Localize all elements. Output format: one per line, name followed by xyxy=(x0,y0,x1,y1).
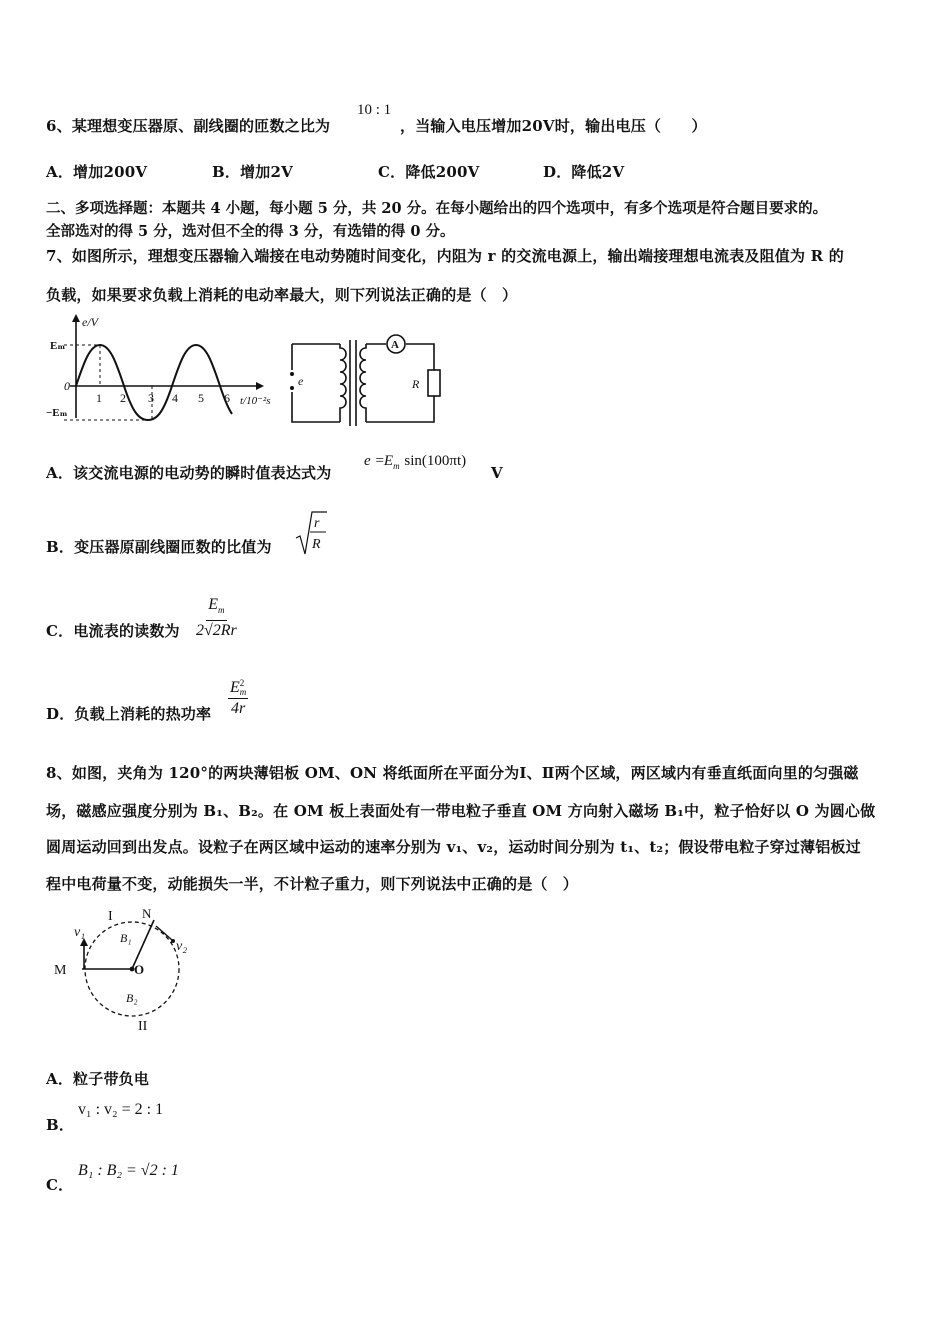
q7-option-c-formula: $\frac{E_m}{2√2Rr}$ xyxy=(196,596,237,640)
q7-graph-x-label: t/10⁻²s xyxy=(240,395,271,407)
svg-text:r: r xyxy=(314,516,320,531)
q7-option-a-unit: V xyxy=(491,464,503,482)
q8-label-region1: I xyxy=(108,909,113,924)
svg-text:R: R xyxy=(312,537,321,552)
q6-option-a: A．增加200V xyxy=(46,163,148,181)
q7-option-b: B．变压器原副线圈匝数的比值为 xyxy=(46,538,272,556)
q7-graph-tick-1: 1 xyxy=(96,391,102,405)
q7-stem-line1: 7、如图所示，理想变压器输入端接在电动势随时间变化，内阻为 r 的交流电源上，输出端接理想电流表及阻值为 R 的 xyxy=(46,247,844,265)
q8-figure xyxy=(46,900,206,1040)
q6-ratio: 10 : 1 xyxy=(357,102,392,118)
q8-label-m: M xyxy=(54,963,67,978)
q7-source-label: e xyxy=(298,374,304,388)
q8-label-b2: B₂ xyxy=(126,991,138,1005)
q6-option-c: C．降低200V xyxy=(378,163,480,181)
q7-stem-line2: 负载，如果要求负载上消耗的电动率最大，则下列说法正确的是（ ） xyxy=(46,286,518,304)
q7-graph-x-arrow xyxy=(256,382,264,390)
q7-graph-em-label: Eₘ xyxy=(50,340,66,352)
q8-stem-line2: 场，磁感应强度分别为 B₁、B₂。在 OM 板上表面处有一带电粒子垂直 OM 方向射入磁场 B₁中，粒子恰好以 O 为圆心做 xyxy=(46,802,876,820)
q7-option-b-formula xyxy=(294,510,328,562)
q7-graph-origin: 0 xyxy=(64,379,70,393)
q7-sqrt-sign xyxy=(294,510,328,558)
q8-option-c-formula: B₁ : B₂ = √2 : 1 xyxy=(78,1162,179,1179)
q7-graph-y-arrow xyxy=(72,314,80,322)
q7-graph-tick-5: 5 xyxy=(198,391,204,405)
q8-stem-line1: 8、如图，夹角为 120°的两块薄铝板 OM、ON 将纸面所在平面分为Ⅰ、Ⅱ两个区域，两区域内有垂直纸面向里的匀强磁 xyxy=(46,764,859,782)
q8-label-b1: B₁ xyxy=(120,931,132,945)
q6-option-b: B．增加2V xyxy=(212,163,293,181)
q6-option-d: D．降低2V xyxy=(543,163,625,181)
q7-option-a: A．该交流电源的电动势的瞬时值表达式为 xyxy=(46,464,332,482)
q8-stem-line4: 程中电荷量不变，动能损失一半，不计粒子重力，则下列说法中正确的是（ ） xyxy=(46,875,579,893)
q8-option-a: A．粒子带负电 xyxy=(46,1070,150,1088)
q7-graph-neg-em-label: −Eₘ xyxy=(46,407,68,419)
q7-figure xyxy=(44,312,444,428)
q8-option-b-label: B． xyxy=(46,1116,75,1134)
section2-line2: 全部选对的得 5 分，选对但不全的得 3 分，有选错的得 0 分。 xyxy=(46,223,455,240)
q6-stem-after: ，当输入电压增加20V时，输出电压（ ） xyxy=(400,117,707,135)
q7-graph-y-label: e/V xyxy=(82,315,98,329)
q7-load-label: R xyxy=(412,377,420,391)
q7-graph-tick-2: 2 xyxy=(120,391,126,405)
q8-stem-line3: 圆周运动回到出发点。设粒子在两区域中运动的速率分别为 v₁、v₂，运动时间分别为 t₁、t₂；假设带电粒子穿过薄铝板过 xyxy=(46,838,861,856)
q8-option-c-label: C． xyxy=(46,1176,74,1194)
q7-ammeter-label: A xyxy=(391,339,399,351)
q7-graph-tick-4: 4 xyxy=(172,391,178,405)
q8-label-v2: v₂ xyxy=(176,939,188,954)
q8-option-b-formula: v₁ : v₂ = 2 : 1 xyxy=(78,1101,164,1118)
q7-option-a-formula: $e =E_m$ sin(100πt) xyxy=(364,453,467,471)
q7-option-c: C．电流表的读数为 xyxy=(46,622,180,640)
q7-graph-tick-3: 3 xyxy=(148,391,154,405)
q8-label-o: O xyxy=(134,962,145,977)
q7-option-d-formula: E 2 m 4r xyxy=(230,677,247,717)
section2-line1: 二、多项选择题：本题共 4 小题，每小题 5 分，共 20 分。在每小题给出的四个选项中，有多个选项是符合题目要求的。 xyxy=(46,200,828,217)
q7-option-d: D．负载上消耗的热功率 xyxy=(46,705,212,723)
q8-label-region2: II xyxy=(138,1019,148,1034)
q7-sine-curve xyxy=(76,345,232,420)
q7-graph-tick-6: 6 xyxy=(224,391,230,405)
q6-stem xyxy=(46,115,330,136)
q8-label-v1: v₁ xyxy=(74,925,86,940)
q8-label-n: N xyxy=(142,906,152,921)
q6-stem-before: 6、某理想变压器原、副线圈的匝数之比为 xyxy=(46,117,331,135)
